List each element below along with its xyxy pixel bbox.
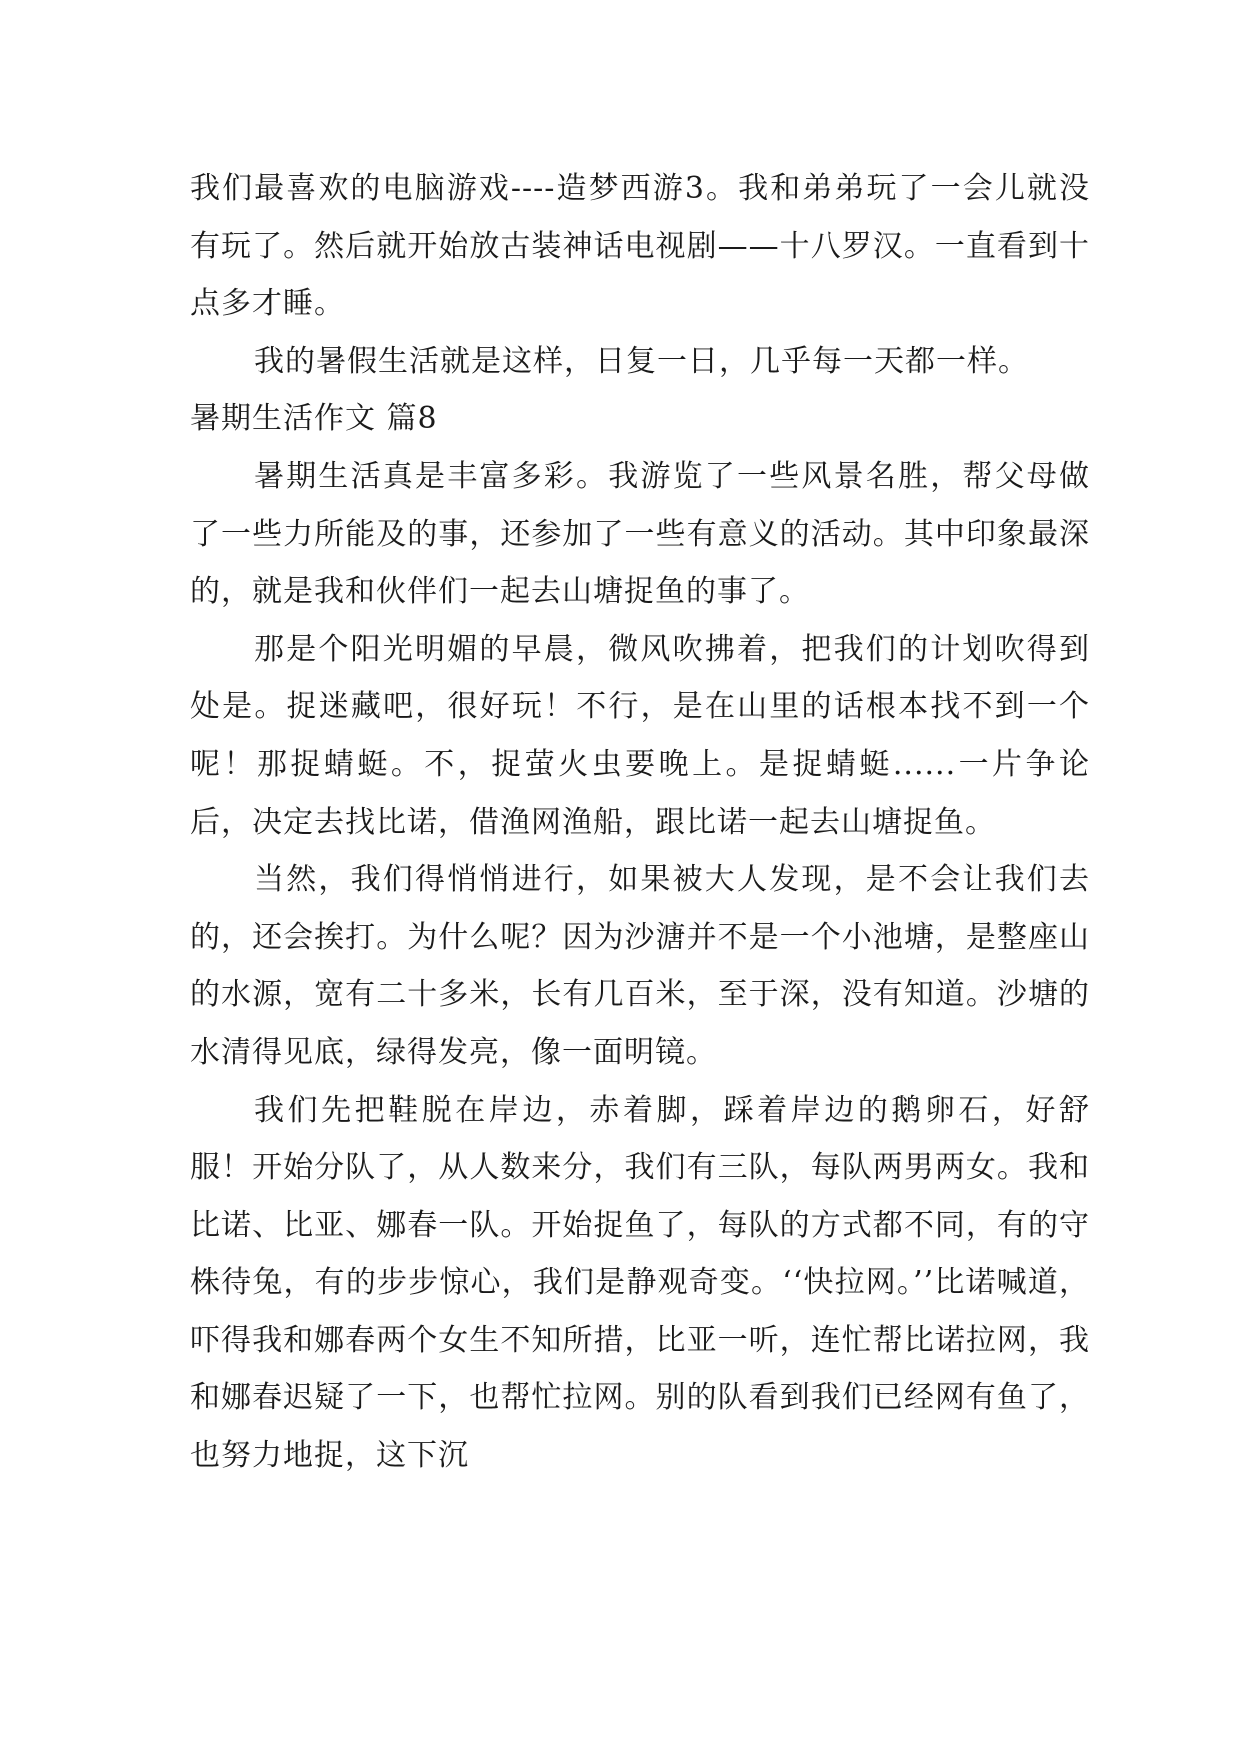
section-paragraph-3: 当然，我们得悄悄进行，如果被大人发现，是不会让我们去的，还会挨打。为什么呢？因为沙溏并不是一个小池塘，是整座山的水源，宽有二十多米，长有几百米，至于深，没有知道。沙塘的水清得见底，绿得发亮，像一面明镜。: [190, 862, 1090, 1070]
paragraph-2: 我的暑假生活就是这样，日复一日，几乎每一天都一样。: [254, 343, 1029, 379]
section-paragraph-2: 那是个阳光明媚的早晨，微风吹拂着，把我们的计划吹得到处是。捉迷藏吧，很好玩！不行，是在山里的话根本找不到一个呢！那捉蜻蜓。不，捉萤火虫要晚上。是捉蜻蜓......一片争论后，决定去找比诺，借渔网渔船，跟比诺一起去山塘捉鱼。: [190, 631, 1090, 840]
document-body: [190, 160, 1090, 1485]
section-paragraph-1: 暑期生活真是丰富多彩。我游览了一些风景名胜，帮父母做了一些力所能及的事，还参加了一些有意义的活动。其中印象最深的，就是我和伙伴们一起去山塘捉鱼的事了。: [190, 458, 1090, 610]
section-heading: 暑期生活作文 篇8: [190, 401, 438, 437]
paragraph-1: 我们最喜欢的电脑游戏----造梦西游3。我和弟弟玩了一会儿就没有玩了。然后就开始放古装神话电视剧——十八罗汉。一直看到十点多才睡。: [190, 171, 1090, 322]
section-paragraph-4: 我们先把鞋脱在岸边，赤着脚，踩着岸边的鹅卵石，好舒服！开始分队了，从人数来分，我们有三队，每队两男两女。我和比诺、比亚、娜春一队。开始捉鱼了，每队的方式都不同，有的守株待兔，有的步步惊心，我们是静观奇变。‘‘快拉网。’’比诺喊道，吓得我和娜春两个女生不知所措，比亚一听，连忙帮比诺拉网，我和娜春迟疑了一下，也帮忙拉网。别的队看到我们已经网有鱼了，也努力地捉，这下沉: [190, 1092, 1090, 1474]
